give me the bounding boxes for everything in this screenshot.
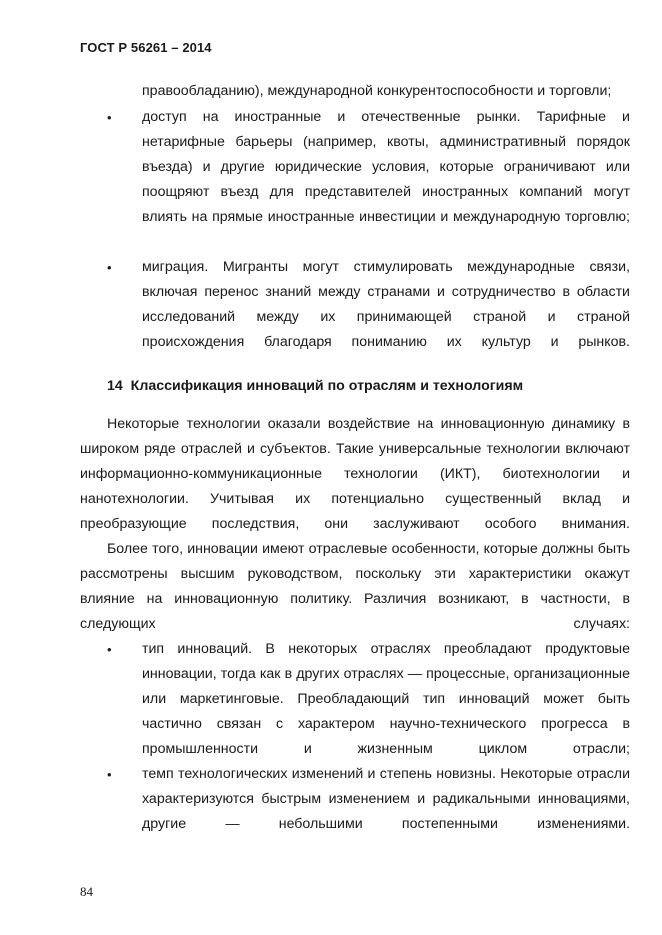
section-heading (107, 376, 523, 396)
section-number: 14 (107, 378, 123, 394)
bullet-icon: • (107, 260, 112, 275)
paragraph: Более того, инновации имеют отраслевые особенности, которые должны быть рассмотрены высшим руководством, поскольку эти характеристики окажут влияние на инновационную политику. Различия возникают, в частности, в следующих случаях: (80, 541, 630, 632)
section-title: Классификация инноваций по отраслям и технологиям (130, 378, 524, 394)
list-item-text: доступ на иностранные и отечественные рынки. Тарифные и нетарифные барьеры (например, квоты, административный порядок въезда) и другие юридические условия, которые ограничивают или поощряют въезд для представителей иностранных компаний могут влиять на прямые иностранные инвестиции и международную торговлю; (142, 109, 630, 225)
continuation-line: правообладанию), международной конкурентоспособности и торговли; (142, 83, 612, 99)
list-item-text: миграция. Мигранты могут стимулировать международные связи, включая перенос знаний между странами и сотрудничество в области исследований между их принимающей страной и страной происхождения благодаря пониманию их культур и рынков. (142, 259, 630, 350)
list-item-text: тип инноваций. В некоторых отраслях преобладают продуктовые инновации, тогда как в других отраслях — процессные, организационные или маркетинговые. Преобладающий тип инноваций может быть частично связан с характером научно-технического прогресса в промышленности и жизненным циклом отрасли; (142, 641, 630, 757)
bullet-icon: • (107, 110, 112, 125)
document-header: ГОСТ Р 56261 – 2014 (80, 40, 212, 55)
bullet-icon: • (107, 642, 112, 657)
paragraph: Некоторые технологии оказали воздействие на инновационную динамику в широком ряде отраслей и субъектов. Такие универсальные технологии включают информационно-коммуникационные технологии (ИКТ), биотехнологии и нанотехнологии. Учитывая их потенциально существенный вклад и преобразующие последствия, они заслуживают особого внимания. (80, 416, 630, 532)
bullet-icon: • (107, 767, 112, 782)
list-item-text: темп технологических изменений и степень новизны. Некоторые отрасли характеризуются быстрым изменением и радикальными инновациями, другие — небольшими постепенными изменениями. (142, 766, 630, 832)
page-number: 84 (80, 884, 93, 899)
